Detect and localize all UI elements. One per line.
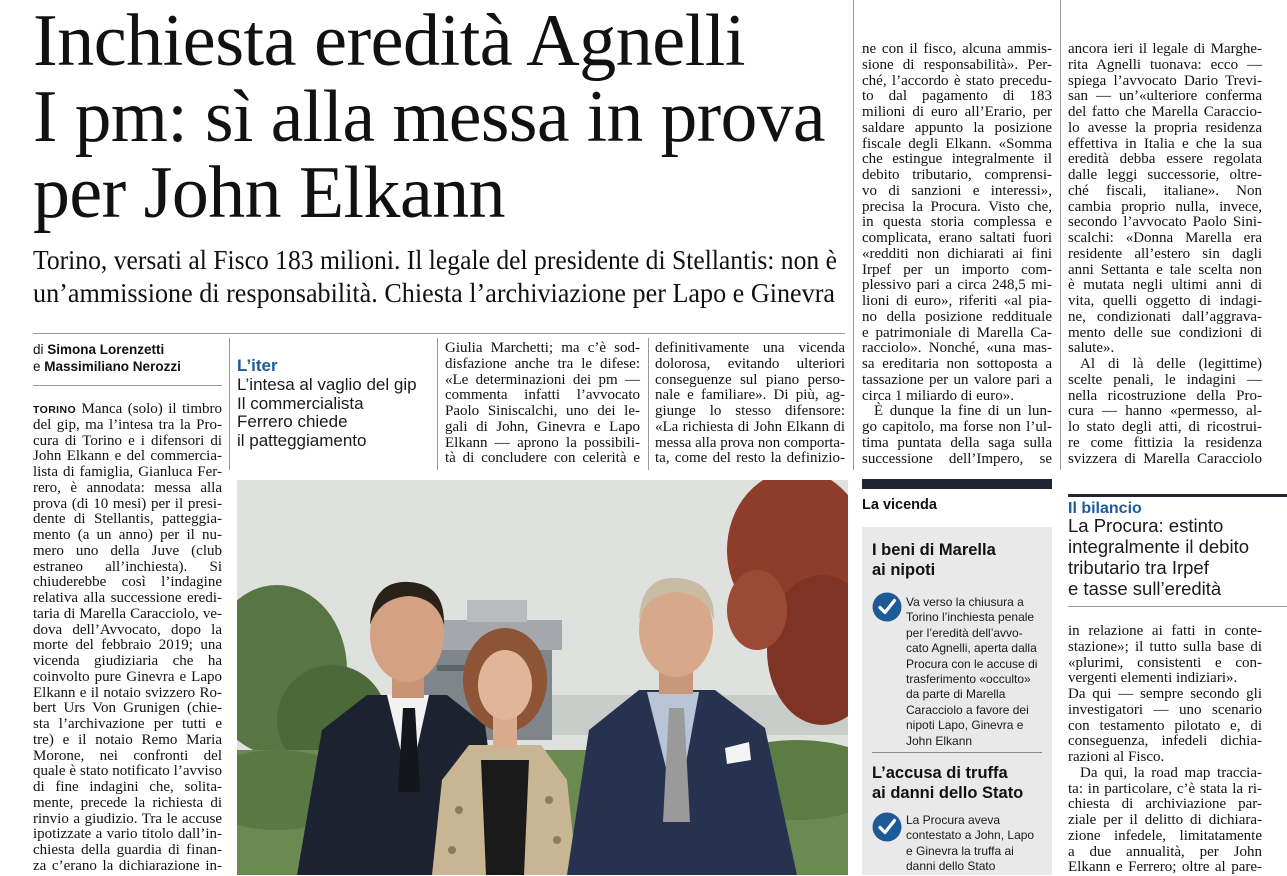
box-bar	[862, 479, 1052, 489]
bilancio-box	[1068, 494, 1287, 607]
vicenda-item-text-line: John Elkann	[906, 733, 973, 748]
right-column-1-line: saldare appunto la posizione	[862, 119, 1052, 136]
vicenda-item-text	[906, 813, 1048, 875]
middle-column-b-line: giunge lo stesso difensore:	[655, 403, 845, 419]
vicenda-item-text-line: Procura con le accuse di	[906, 656, 1038, 671]
vicenda-item-text	[906, 595, 1048, 749]
right-column-1-line: complicata, erano saltati fuori	[862, 230, 1052, 246]
left-column-line: dova dell’Avvocato, dopo la	[33, 621, 222, 638]
right-column-2-top-line: ancora ieri il legale di Marghe-	[1068, 41, 1262, 57]
author-name: Simona Lorenzetti	[47, 342, 165, 357]
left-column-line: mento (a un anno) per il nu-	[33, 527, 222, 543]
bilancio-text-line: La Procura: estinto	[1068, 515, 1224, 536]
middle-column-a-line: «Le determinazioni dei pm —	[445, 371, 640, 388]
iter-box	[237, 342, 427, 467]
left-column-line: John Elkann e del commercia-	[33, 448, 222, 465]
vicenda-item-title-line: L’accusa di truffa	[872, 764, 1008, 782]
left-column-line: del gip, ma l’intesa tra la Pro-	[33, 416, 222, 433]
vicenda-item-text-line: danni dello Stato	[906, 859, 996, 874]
right-column-1-line: successione dell’Impero, se	[862, 450, 1052, 467]
right-column-2-top-line: è mutata negli ultimi anni di	[1068, 277, 1262, 294]
dateline: TORINO	[33, 404, 77, 416]
column-rule	[1060, 0, 1061, 470]
byline	[33, 341, 222, 375]
left-column-line: di fine indagini che, solita-	[33, 779, 222, 795]
right-column-2-top-line: svizzera di Marella Caracciolo	[1068, 450, 1262, 467]
column-rule	[437, 338, 438, 470]
right-column-1-line: tima puntata della saga sulla	[862, 434, 1052, 451]
right-column-2-bottom-line: «plurimi, consistenti e con-	[1068, 654, 1262, 671]
subtitle	[33, 244, 881, 310]
headline	[33, 0, 833, 234]
right-column-2-bottom-line: vergenti elementi indiziari».	[1068, 670, 1238, 687]
right-column-1-line: sa ereditaria non sottoposta a	[862, 356, 1052, 372]
left-column-line: tre) e il notaio Remo Maria	[33, 731, 222, 748]
left-column-line: Elkann e il notaio svizzero Ro-	[33, 684, 222, 701]
vicenda-item-text-line: La Procura aveva	[906, 813, 1001, 827]
box-rule	[1068, 606, 1287, 607]
vicenda-item-text-line: Va verso la chiusura a	[906, 595, 1024, 609]
right-column-1-line: debito tributario, comprensi-	[862, 167, 1052, 183]
middle-column-a-line: commenta infatti l’avvocato	[445, 387, 640, 404]
bilancio-text-line: e tasse sull’eredità	[1068, 578, 1222, 599]
headline-line: Inchiesta eredità Agnelli	[33, 0, 746, 82]
right-column-2-top-line: cura — hanno «permesso, al-	[1068, 403, 1262, 420]
check-icon	[872, 592, 902, 622]
vicenda-item-text-line: nipoti Lapo, Ginevra e	[906, 718, 1024, 733]
lead-text: Manca (solo) il timbro	[81, 401, 222, 417]
right-column-2-bottom-line: con testamento pilotato e, di	[1068, 717, 1262, 734]
right-column-2-top-line: lo stato degli atti, di ricostrui-	[1068, 419, 1262, 435]
right-column-1-line: lioni di euro», riferiti «al pia-	[862, 293, 1052, 309]
right-column-2-bottom-line: conseguenza, infedeli dichia-	[1068, 733, 1262, 750]
vicenda-item-text-line: da parte di Marella	[906, 687, 1006, 702]
right-column-2-bottom-line: a due annualità, per John	[1068, 843, 1262, 860]
left-column-line: chiuderebbe così l’indagine	[33, 574, 222, 591]
left-column-line: chiesta della guardia di finan-	[33, 842, 222, 858]
middle-column-b-line: dolorosa, evitando ulteriori	[655, 355, 845, 372]
bilancio-text-line: integralmente il debito	[1068, 536, 1249, 557]
right-column-2-bottom-line: zione infedele, limitatamente	[1068, 827, 1262, 844]
right-column-2-top-line: spiega l’avvocato Dario Trevi-	[1068, 72, 1262, 89]
right-column-2-top-line: scalchi: «Donna Marella era	[1068, 230, 1262, 246]
column-rule	[229, 338, 230, 470]
vicenda-item-text-line: trasferimento «occulto»	[906, 671, 1031, 686]
left-column-line: rero, è annodata: messa alla	[33, 479, 222, 496]
bilancio-text-line: tributario tra Irpef	[1068, 557, 1209, 578]
right-column-2-top-line: residente all’estero sin dagli	[1068, 245, 1262, 262]
right-column-2-top-line: re come fittizia la residenza	[1068, 434, 1262, 451]
vicenda-item-text-line: Caracciolo a favore dei	[906, 702, 1029, 717]
right-column-1-line: tassazione per un valore pari a	[862, 371, 1052, 388]
left-column-line: mero uno della Juve (club	[33, 542, 222, 559]
right-column-2-top-line: salute».	[1068, 340, 1115, 357]
box-bar	[1068, 494, 1287, 497]
left-column-line: bert Urs Von Grunigen (chie-	[33, 700, 222, 717]
bilancio-text	[1068, 515, 1249, 599]
right-column-2-top-line: nella ricostruzione della Pro-	[1068, 387, 1262, 404]
right-column-1-line: go capitolo, ma forse non l’ul-	[862, 419, 1052, 435]
middle-column-b-line: ta, come del resto la definizio-	[655, 450, 845, 467]
right-column-1	[862, 42, 1052, 467]
middle-column-a-line: disfazione anche tra le difese:	[445, 355, 640, 372]
right-column-1-line: precisa la Procura. Visto che,	[862, 198, 1052, 215]
right-column-2-top-line: mento delle sue condizioni di	[1068, 324, 1262, 341]
right-column-2-top	[1068, 42, 1262, 467]
right-column-1-line: sione di responsabilità». Per-	[862, 56, 1052, 73]
vicenda-separator	[872, 752, 1042, 753]
iter-text-line: L’intesa al vaglio del gip	[237, 375, 417, 394]
middle-column-b-line: conseguenze sul piano perso-	[655, 371, 845, 388]
right-column-2-top-line: vita, quelli oggetto di indagi-	[1068, 293, 1262, 309]
right-column-1-line: ché, l’accordo è stato precedu-	[862, 72, 1052, 89]
headline-line: per John Elkann	[33, 152, 505, 234]
right-column-1-line: «redditi non dichiarati ai fini	[862, 245, 1052, 262]
vicenda-box	[862, 479, 1052, 875]
right-column-2-bottom-line: ziale per il delitto di dichiara-	[1068, 812, 1262, 828]
middle-column-a	[445, 341, 640, 467]
byline-prefix: e	[33, 359, 41, 374]
right-column-2-top-line: dalle leggi successorie, oltre-	[1068, 167, 1262, 183]
vicenda-item-text-line: contestato a John, Lapo	[906, 828, 1035, 843]
left-column-line: relativa alla successione eredi-	[33, 590, 222, 606]
left-column-line: sta l’archivazione per tutti e	[33, 716, 222, 732]
left-column-line: za c’erano la dichiarazione in-	[33, 857, 222, 874]
vicenda-item-text-line: cato Agnelli, aperta dalla	[906, 641, 1037, 656]
column-rule	[853, 0, 854, 470]
headline-line: I pm: sì alla messa in prova	[33, 76, 825, 158]
right-column-1-line: che estingue integralmente il	[862, 151, 1052, 168]
article-photo	[237, 480, 848, 875]
right-column-2-top-line: scelte penali, le indagini —	[1068, 371, 1262, 388]
vicenda-item-title-line: ai danni dello Stato	[872, 784, 1024, 802]
iter-text-line: Il commercialista	[237, 393, 364, 413]
left-column-line: dente di Stellantis, patteggia-	[33, 511, 222, 528]
middle-column-b-line: nale e familiare». Di più, ag-	[655, 387, 845, 404]
middle-column-a-line: gali di John, Ginevra e Lapo	[445, 418, 640, 435]
subtitle-line: un’ammissione di responsabilità. Chiesta l’archiviazione per Lapo e Ginevra	[33, 278, 835, 308]
right-column-2-bottom-line: in relazione ai fatti in conte-	[1068, 623, 1262, 639]
iter-text-line: il patteggiamento	[237, 431, 367, 451]
right-column-1-line: Irpef per un importo com-	[862, 261, 1052, 278]
left-column-line: prova (di 10 mesi) per il presi-	[33, 495, 222, 512]
left-column-line: quale è stato notificato l’avviso	[33, 763, 222, 780]
photo-illustration	[237, 480, 848, 875]
right-column-2-bottom-line: investigatori — uno scenario	[1068, 701, 1262, 718]
right-column-2-top-line: secondo l’avvocato Paolo Sini-	[1068, 214, 1262, 231]
right-column-1-line: racciolo». Nonché, «una mas-	[862, 340, 1052, 357]
byline-line	[33, 358, 222, 375]
left-column-line: rinvio a giudizio. Tra le accuse	[33, 810, 222, 827]
left-column-line: taria di Marella Caracciolo, ve-	[33, 605, 222, 622]
middle-column-b-line: «La richiesta di John Elkann di	[655, 418, 845, 435]
left-column-line: morte del febbraio 2019; una	[33, 637, 222, 654]
right-column-2-bottom-line: razioni al Fisco.	[1068, 749, 1165, 765]
left-column	[33, 402, 222, 875]
subtitle-line: Torino, versati al Fisco 183 milioni. Il legale del presidente di Stellantis: non è	[33, 245, 837, 275]
right-column-2-top-line: anni Settanta e tale scelta non	[1068, 261, 1262, 278]
left-column-line: lista di famiglia, Gianluca Fer-	[33, 464, 222, 480]
byline-prefix: di	[33, 342, 44, 357]
right-column-1-line: e patrimoniale di Marella Ca-	[862, 324, 1052, 341]
right-column-2-top-line: ne, condizionati dall’aggrava-	[1068, 308, 1262, 325]
iter-text	[237, 376, 417, 451]
middle-column-b	[655, 341, 845, 467]
left-column-line: cura di Torino e i difensori di	[33, 432, 222, 449]
right-column-1-line: fiscale degli Elkann. «Somma	[862, 135, 1052, 152]
vicenda-item-title-line: I beni di Marella	[872, 541, 996, 559]
iter-text-line: Ferrero chiede	[237, 412, 348, 432]
left-column-line: coinvolto pure Ginevra e Lapo	[33, 668, 222, 685]
right-column-2-top-line: eredità debba essere regolata	[1068, 151, 1262, 168]
right-column-2-bottom-line: ta: in particolare, c’è stata la ri-	[1068, 780, 1262, 797]
right-column-2-bottom-line: Elkann e Ferrero; oltre al pare-	[1068, 859, 1262, 876]
right-column-1-line: circa 1 miliardo di euro».	[862, 387, 1015, 404]
middle-column-a-line: Elkann — aprono la possibili-	[445, 434, 640, 451]
middle-column-b-line: messa alla prova non comporta-	[655, 434, 845, 451]
byline-line	[33, 341, 222, 358]
left-column-line: mente, precede la richiesta di	[33, 794, 222, 811]
right-column-2-bottom-line: Da qui — sempre secondo gli	[1068, 686, 1262, 702]
vicenda-item-text-line: e Ginevra la truffa ai	[906, 843, 1014, 858]
iter-label: L’iter	[237, 356, 278, 375]
bilancio-label: Il bilancio	[1068, 500, 1142, 517]
right-column-1-line: no della posizione reddituale	[862, 308, 1052, 325]
vicenda-item-title-line: ai nipoti	[872, 561, 936, 579]
right-column-1-line: ne con il fisco, alcuna ammis-	[862, 41, 1052, 57]
check-icon	[872, 812, 902, 842]
right-column-2-top-line: del fatto che Marella Caraccio-	[1068, 104, 1262, 120]
right-column-2-bottom-line: Da qui, la road map traccia-	[1080, 764, 1262, 781]
byline-rule	[33, 385, 222, 386]
left-column-line: vicenda giudiziaria che ha	[33, 653, 222, 669]
right-column-2-top-line: effettiva in Italia e che la sua	[1068, 135, 1262, 152]
right-column-2-bottom-line: stazione»; il tutto sulla base di	[1068, 638, 1262, 655]
right-column-2-bottom	[1068, 624, 1262, 876]
left-column-line: Morone, nei confronti del	[33, 747, 222, 764]
middle-column-a-line: Paolo Siniscalchi, uno dei le-	[445, 403, 640, 419]
right-column-2-bottom-line: chiesta di archiviazione par-	[1068, 796, 1262, 813]
right-column-1-line: vo di sanzioni e interessi»,	[862, 182, 1052, 199]
middle-column-a-line: Giulia Marchetti; ma c’è sod-	[445, 340, 640, 356]
right-column-1-line: milioni di euro all’Erario, per	[862, 104, 1052, 120]
vicenda-item-text-line: Torino l’inchiesta penale	[906, 610, 1035, 625]
right-column-2-top-line: san — un’«ulteriore conferma	[1068, 88, 1262, 105]
right-column-1-line: È dunque la fine di un lun-	[874, 403, 1052, 420]
right-column-1-line: to dal pagamento di 183	[862, 88, 1052, 105]
right-column-2-top-line: lo avesse la propria residenza	[1068, 119, 1262, 136]
right-column-2-top-line: rita Agnelli tuonava: ecco —	[1068, 56, 1262, 73]
right-column-1-line: in questa storia complessa e	[862, 214, 1052, 231]
author-name: Massimiliano Nerozzi	[44, 359, 181, 374]
right-column-1-line: plessivo pari a circa 248,5 mi-	[862, 277, 1052, 294]
middle-column-b-line: definitivamente una vicenda	[655, 340, 845, 356]
subtitle-rule	[33, 333, 845, 334]
vicenda-item-title	[872, 540, 1048, 580]
column-rule	[648, 338, 649, 470]
left-column-line	[33, 402, 222, 418]
vicenda-label: La vicenda	[862, 497, 937, 513]
right-column-2-top-line: Al di là delle (legittime)	[1080, 356, 1262, 372]
vicenda-item-title	[872, 763, 1048, 803]
left-column-line: ipotizzate a vario titolo dall’in-	[33, 826, 222, 843]
right-column-2-top-line: ché fiscali, italiane». Non	[1068, 182, 1262, 199]
left-column-line: estraneo all’inchiesta). Si	[33, 558, 222, 575]
middle-column-a-line: tà di concludere con celerità e	[445, 450, 640, 467]
vicenda-item-text-line: per l’eredità dell’avvo-	[906, 625, 1023, 640]
right-column-2-top-line: cambia proprio nulla, invece,	[1068, 198, 1262, 215]
